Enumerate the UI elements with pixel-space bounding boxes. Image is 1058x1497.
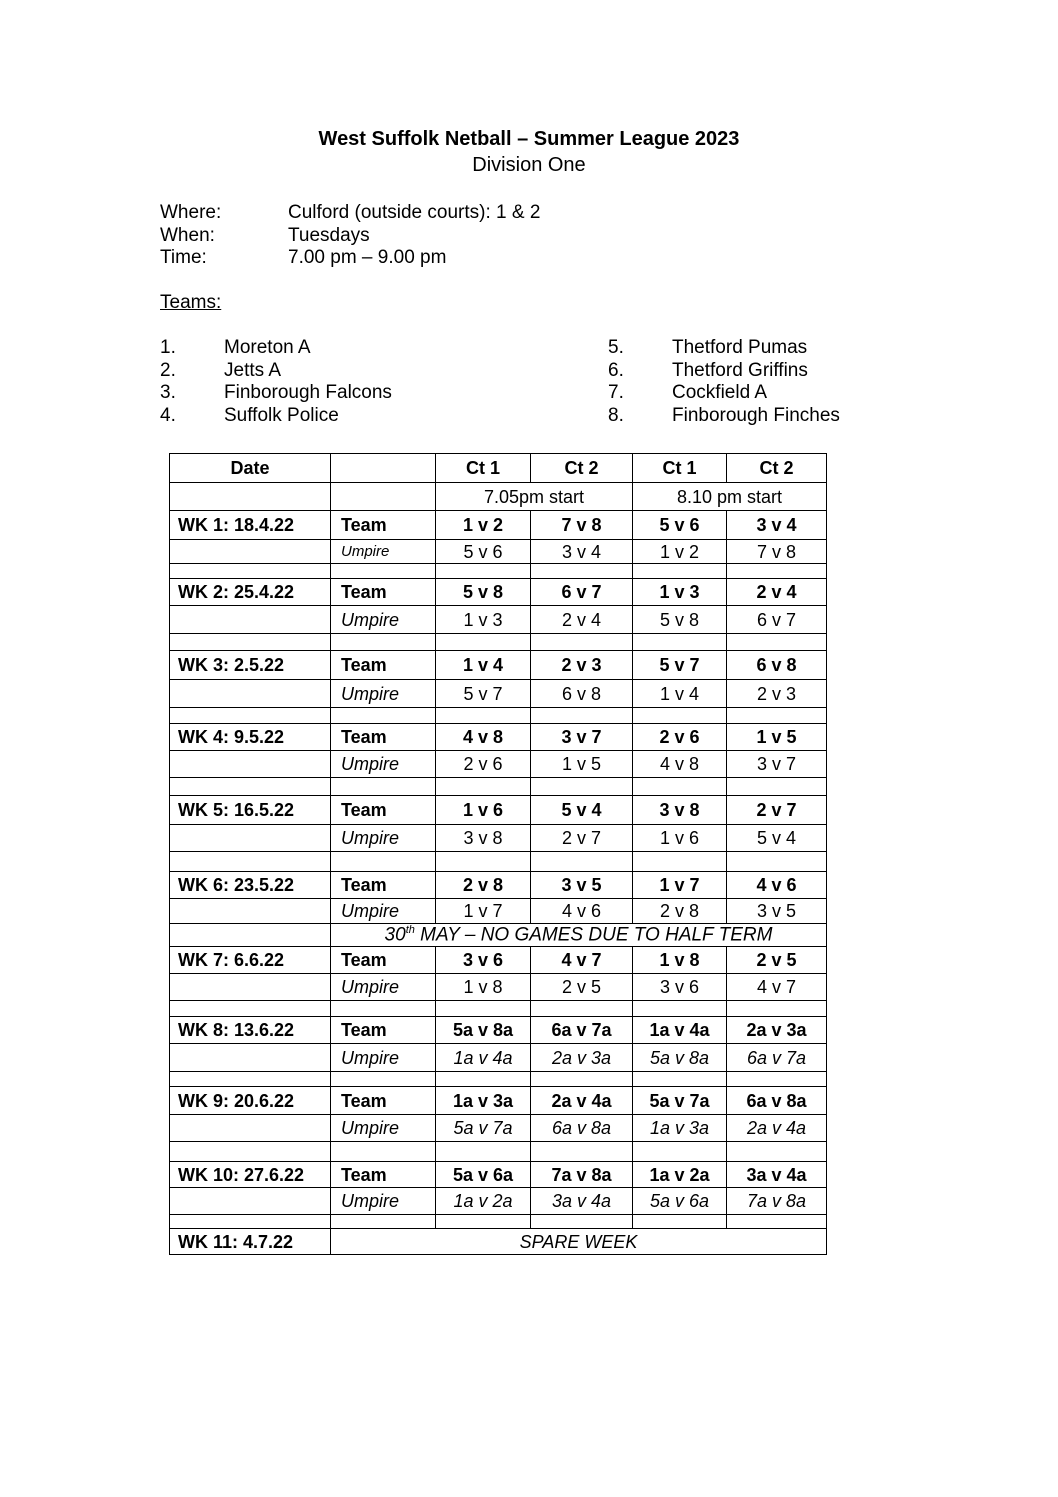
start-time: 7.05pm start bbox=[436, 483, 633, 511]
empty-cell bbox=[633, 1072, 727, 1087]
empty-cell bbox=[436, 1215, 531, 1229]
match-cell: 5a v 6a bbox=[436, 1162, 531, 1188]
umpire-cell: 3a v 4a bbox=[531, 1188, 633, 1215]
empty-cell bbox=[170, 974, 331, 1001]
spare-week-row bbox=[170, 1229, 827, 1255]
umpire-cell: 1 v 6 bbox=[633, 825, 727, 852]
empty-cell bbox=[633, 708, 727, 724]
match-cell: 1 v 2 bbox=[436, 511, 531, 540]
umpire-cell: 3 v 4 bbox=[531, 540, 633, 564]
empty-cell bbox=[170, 825, 331, 852]
spacer-row bbox=[170, 564, 827, 579]
row-label: Umpire bbox=[331, 899, 436, 924]
umpire-cell: 2 v 8 bbox=[633, 899, 727, 924]
team-row bbox=[170, 1017, 827, 1044]
spacer-row bbox=[170, 1215, 827, 1229]
empty-cell bbox=[170, 1115, 331, 1142]
empty-cell bbox=[436, 564, 531, 579]
match-cell: 2 v 5 bbox=[727, 947, 827, 974]
umpire-row bbox=[170, 1115, 827, 1142]
spacer-row bbox=[170, 634, 827, 651]
empty-cell bbox=[727, 564, 827, 579]
week-date: WK 1: 18.4.22 bbox=[170, 511, 331, 540]
empty-cell bbox=[170, 751, 331, 778]
empty-cell bbox=[331, 1215, 436, 1229]
spacer-row bbox=[170, 1142, 827, 1162]
empty-cell bbox=[331, 1072, 436, 1087]
umpire-cell: 2a v 4a bbox=[727, 1115, 827, 1142]
empty-cell bbox=[170, 680, 331, 708]
empty-cell bbox=[436, 634, 531, 651]
start-times-row bbox=[170, 483, 827, 511]
team-row bbox=[170, 511, 827, 540]
umpire-cell: 1 v 3 bbox=[436, 606, 531, 634]
match-cell: 4 v 8 bbox=[436, 724, 531, 751]
team-number: 7. bbox=[608, 382, 624, 403]
row-label: Team bbox=[331, 724, 436, 751]
match-cell: 3 v 7 bbox=[531, 724, 633, 751]
team-name: Finborough Finches bbox=[672, 405, 840, 426]
row-label: Umpire bbox=[331, 1044, 436, 1072]
week-date: WK 6: 23.5.22 bbox=[170, 872, 331, 899]
no-games-note bbox=[331, 924, 827, 947]
row-label: Team bbox=[331, 1087, 436, 1115]
match-cell: 1 v 3 bbox=[633, 579, 727, 606]
match-cell: 1a v 2a bbox=[633, 1162, 727, 1188]
empty-cell bbox=[436, 1142, 531, 1162]
match-cell: 6 v 8 bbox=[727, 651, 827, 680]
match-cell: 5a v 8a bbox=[436, 1017, 531, 1044]
empty-cell bbox=[633, 1001, 727, 1017]
info-label: Where: bbox=[160, 202, 222, 223]
empty-cell bbox=[170, 606, 331, 634]
week-date: WK 7: 6.6.22 bbox=[170, 947, 331, 974]
match-cell: 3 v 4 bbox=[727, 511, 827, 540]
empty-cell bbox=[633, 1215, 727, 1229]
empty-cell bbox=[170, 564, 331, 579]
empty-cell bbox=[170, 1188, 331, 1215]
empty-cell bbox=[170, 1044, 331, 1072]
match-cell: 3 v 8 bbox=[633, 796, 727, 825]
match-cell: 3 v 6 bbox=[436, 947, 531, 974]
team-number: 3. bbox=[160, 382, 176, 403]
umpire-row bbox=[170, 1188, 827, 1215]
row-label: Umpire bbox=[331, 751, 436, 778]
row-label: Umpire bbox=[331, 540, 436, 564]
empty-cell bbox=[331, 852, 436, 872]
empty-cell bbox=[633, 778, 727, 796]
match-cell: 4 v 6 bbox=[727, 872, 827, 899]
empty-cell bbox=[170, 924, 331, 947]
column-header: Date bbox=[170, 454, 331, 483]
team-number: 5. bbox=[608, 337, 624, 358]
team-name: Jetts A bbox=[224, 360, 282, 381]
row-label: Team bbox=[331, 796, 436, 825]
empty-cell bbox=[727, 778, 827, 796]
note-day: 30 bbox=[384, 924, 406, 946]
week-date: WK 9: 20.6.22 bbox=[170, 1087, 331, 1115]
empty-cell bbox=[436, 778, 531, 796]
umpire-cell: 1 v 5 bbox=[531, 751, 633, 778]
match-cell: 7 v 8 bbox=[531, 511, 633, 540]
spacer-row bbox=[170, 708, 827, 724]
umpire-cell: 1 v 7 bbox=[436, 899, 531, 924]
umpire-cell: 5 v 8 bbox=[633, 606, 727, 634]
umpire-cell: 5 v 4 bbox=[727, 825, 827, 852]
team-row bbox=[170, 796, 827, 825]
team-name: Moreton A bbox=[224, 337, 311, 358]
match-cell: 5 v 7 bbox=[633, 651, 727, 680]
empty-cell bbox=[170, 1072, 331, 1087]
week-date: WK 11: 4.7.22 bbox=[170, 1229, 331, 1255]
week-date: WK 8: 13.6.22 bbox=[170, 1017, 331, 1044]
match-cell: 1 v 5 bbox=[727, 724, 827, 751]
team-name: Suffolk Police bbox=[224, 405, 339, 426]
umpire-cell: 5 v 7 bbox=[436, 680, 531, 708]
row-label: Team bbox=[331, 651, 436, 680]
week-date: WK 2: 25.4.22 bbox=[170, 579, 331, 606]
umpire-cell: 5a v 6a bbox=[633, 1188, 727, 1215]
umpire-cell: 3 v 5 bbox=[727, 899, 827, 924]
table-header-row bbox=[170, 454, 827, 483]
empty-cell bbox=[531, 634, 633, 651]
empty-cell bbox=[436, 852, 531, 872]
umpire-cell: 1a v 2a bbox=[436, 1188, 531, 1215]
column-header: Ct 1 bbox=[633, 454, 727, 483]
empty-cell bbox=[531, 852, 633, 872]
match-cell: 2 v 3 bbox=[531, 651, 633, 680]
row-label: Umpire bbox=[331, 825, 436, 852]
spacer-row bbox=[170, 1072, 827, 1087]
empty-cell bbox=[170, 1215, 331, 1229]
empty-cell bbox=[436, 1001, 531, 1017]
umpire-cell: 4 v 7 bbox=[727, 974, 827, 1001]
column-header: Ct 2 bbox=[727, 454, 827, 483]
empty-cell bbox=[170, 852, 331, 872]
team-row bbox=[170, 872, 827, 899]
week-date: WK 10: 27.6.22 bbox=[170, 1162, 331, 1188]
empty-cell bbox=[170, 540, 331, 564]
column-header bbox=[331, 454, 436, 483]
umpire-cell: 5a v 8a bbox=[633, 1044, 727, 1072]
umpire-cell: 3 v 7 bbox=[727, 751, 827, 778]
umpire-row bbox=[170, 1044, 827, 1072]
team-number: 6. bbox=[608, 360, 624, 381]
column-header: Ct 1 bbox=[436, 454, 531, 483]
row-label: Team bbox=[331, 1162, 436, 1188]
empty-cell bbox=[531, 1001, 633, 1017]
note-text: MAY – NO GAMES DUE TO HALF TERM bbox=[414, 924, 773, 946]
match-cell: 2 v 7 bbox=[727, 796, 827, 825]
umpire-cell: 1a v 3a bbox=[633, 1115, 727, 1142]
info-value: 7.00 pm – 9.00 pm bbox=[288, 247, 447, 268]
umpire-cell: 5a v 7a bbox=[436, 1115, 531, 1142]
info-value: Culford (outside courts): 1 & 2 bbox=[288, 202, 541, 223]
umpire-cell: 2 v 4 bbox=[531, 606, 633, 634]
empty-cell bbox=[727, 1142, 827, 1162]
week-date: WK 5: 16.5.22 bbox=[170, 796, 331, 825]
empty-cell bbox=[531, 778, 633, 796]
empty-cell bbox=[331, 1142, 436, 1162]
team-name: Finborough Falcons bbox=[224, 382, 392, 403]
team-number: 2. bbox=[160, 360, 176, 381]
umpire-cell: 1 v 2 bbox=[633, 540, 727, 564]
match-cell: 2a v 3a bbox=[727, 1017, 827, 1044]
umpire-cell: 6a v 8a bbox=[531, 1115, 633, 1142]
team-name: Thetford Griffins bbox=[672, 360, 808, 381]
umpire-cell: 5 v 6 bbox=[436, 540, 531, 564]
empty-cell bbox=[633, 564, 727, 579]
match-cell: 6a v 8a bbox=[727, 1087, 827, 1115]
row-label: Umpire bbox=[331, 680, 436, 708]
empty-cell bbox=[436, 708, 531, 724]
spare-week-label: SPARE WEEK bbox=[331, 1229, 827, 1255]
umpire-cell: 6 v 7 bbox=[727, 606, 827, 634]
team-row bbox=[170, 724, 827, 751]
umpire-cell: 3 v 8 bbox=[436, 825, 531, 852]
spacer-row bbox=[170, 778, 827, 796]
umpire-row bbox=[170, 540, 827, 564]
umpire-cell: 6 v 8 bbox=[531, 680, 633, 708]
umpire-row bbox=[170, 751, 827, 778]
empty-cell bbox=[331, 634, 436, 651]
umpire-cell: 1a v 4a bbox=[436, 1044, 531, 1072]
start-time: 8.10 pm start bbox=[633, 483, 827, 511]
match-cell: 3 v 5 bbox=[531, 872, 633, 899]
row-label: Umpire bbox=[331, 974, 436, 1001]
empty-cell bbox=[531, 708, 633, 724]
empty-cell bbox=[633, 634, 727, 651]
row-label: Team bbox=[331, 1017, 436, 1044]
match-cell: 1 v 7 bbox=[633, 872, 727, 899]
teams-heading: Teams: bbox=[160, 292, 222, 313]
match-cell: 4 v 7 bbox=[531, 947, 633, 974]
row-label: Team bbox=[331, 872, 436, 899]
umpire-cell: 1 v 4 bbox=[633, 680, 727, 708]
team-number: 1. bbox=[160, 337, 176, 358]
week-date: WK 4: 9.5.22 bbox=[170, 724, 331, 751]
info-label: When: bbox=[160, 225, 215, 246]
team-row bbox=[170, 1162, 827, 1188]
column-header: Ct 2 bbox=[531, 454, 633, 483]
match-cell: 1 v 8 bbox=[633, 947, 727, 974]
no-games-note-row bbox=[170, 924, 827, 947]
empty-cell bbox=[633, 852, 727, 872]
empty-cell bbox=[633, 1142, 727, 1162]
info-value: Tuesdays bbox=[288, 225, 370, 246]
umpire-cell: 2 v 3 bbox=[727, 680, 827, 708]
team-name: Cockfield A bbox=[672, 382, 768, 403]
empty-cell bbox=[727, 708, 827, 724]
empty-cell bbox=[531, 1142, 633, 1162]
umpire-row bbox=[170, 899, 827, 924]
schedule-table bbox=[169, 453, 827, 1255]
info-label: Time: bbox=[160, 247, 207, 268]
umpire-row bbox=[170, 680, 827, 708]
row-label: Umpire bbox=[331, 1115, 436, 1142]
row-label: Team bbox=[331, 511, 436, 540]
umpire-cell: 2a v 3a bbox=[531, 1044, 633, 1072]
match-cell: 5 v 8 bbox=[436, 579, 531, 606]
row-label: Umpire bbox=[331, 606, 436, 634]
empty-cell bbox=[170, 778, 331, 796]
spacer-row bbox=[170, 852, 827, 872]
umpire-cell: 4 v 8 bbox=[633, 751, 727, 778]
umpire-cell: 2 v 5 bbox=[531, 974, 633, 1001]
match-cell: 6 v 7 bbox=[531, 579, 633, 606]
row-label: Team bbox=[331, 579, 436, 606]
spacer-row bbox=[170, 1001, 827, 1017]
match-cell: 7a v 8a bbox=[531, 1162, 633, 1188]
team-row bbox=[170, 651, 827, 680]
row-label: Team bbox=[331, 947, 436, 974]
empty-cell bbox=[531, 564, 633, 579]
empty-cell bbox=[531, 1215, 633, 1229]
empty-cell bbox=[727, 1001, 827, 1017]
match-cell: 5a v 7a bbox=[633, 1087, 727, 1115]
umpire-row bbox=[170, 974, 827, 1001]
empty-cell bbox=[727, 1215, 827, 1229]
umpire-cell: 7 v 8 bbox=[727, 540, 827, 564]
match-cell: 2 v 6 bbox=[633, 724, 727, 751]
umpire-cell: 6a v 7a bbox=[727, 1044, 827, 1072]
match-cell: 1 v 6 bbox=[436, 796, 531, 825]
team-row bbox=[170, 1087, 827, 1115]
match-cell: 6a v 7a bbox=[531, 1017, 633, 1044]
empty-cell bbox=[436, 1072, 531, 1087]
umpire-cell: 2 v 7 bbox=[531, 825, 633, 852]
match-cell: 1a v 4a bbox=[633, 1017, 727, 1044]
team-row bbox=[170, 947, 827, 974]
team-number: 4. bbox=[160, 405, 176, 426]
umpire-cell: 2 v 6 bbox=[436, 751, 531, 778]
umpire-cell: 4 v 6 bbox=[531, 899, 633, 924]
empty-cell bbox=[170, 899, 331, 924]
page-title: West Suffolk Netball – Summer League 2023 bbox=[318, 128, 740, 150]
empty-cell bbox=[531, 1072, 633, 1087]
match-cell: 2 v 4 bbox=[727, 579, 827, 606]
team-name: Thetford Pumas bbox=[672, 337, 808, 358]
empty-cell bbox=[170, 708, 331, 724]
match-cell: 2 v 8 bbox=[436, 872, 531, 899]
match-cell: 5 v 4 bbox=[531, 796, 633, 825]
umpire-cell: 1 v 8 bbox=[436, 974, 531, 1001]
row-label: Umpire bbox=[331, 1188, 436, 1215]
match-cell: 5 v 6 bbox=[633, 511, 727, 540]
team-number: 8. bbox=[608, 405, 624, 426]
match-cell: 1 v 4 bbox=[436, 651, 531, 680]
empty-cell bbox=[170, 1001, 331, 1017]
empty-cell bbox=[331, 1001, 436, 1017]
team-row bbox=[170, 579, 827, 606]
empty-cell bbox=[331, 564, 436, 579]
empty-cell bbox=[170, 1142, 331, 1162]
empty-cell bbox=[727, 852, 827, 872]
empty-cell bbox=[727, 634, 827, 651]
match-cell: 3a v 4a bbox=[727, 1162, 827, 1188]
umpire-cell: 7a v 8a bbox=[727, 1188, 827, 1215]
umpire-row bbox=[170, 606, 827, 634]
empty-cell bbox=[331, 778, 436, 796]
empty-cell bbox=[727, 1072, 827, 1087]
umpire-row bbox=[170, 825, 827, 852]
match-cell: 2a v 4a bbox=[531, 1087, 633, 1115]
empty-cell bbox=[170, 634, 331, 651]
week-date: WK 3: 2.5.22 bbox=[170, 651, 331, 680]
match-cell: 1a v 3a bbox=[436, 1087, 531, 1115]
page-subtitle: Division One bbox=[472, 154, 586, 176]
empty-cell bbox=[331, 708, 436, 724]
umpire-cell: 3 v 6 bbox=[633, 974, 727, 1001]
note-superscript: th bbox=[405, 924, 415, 937]
